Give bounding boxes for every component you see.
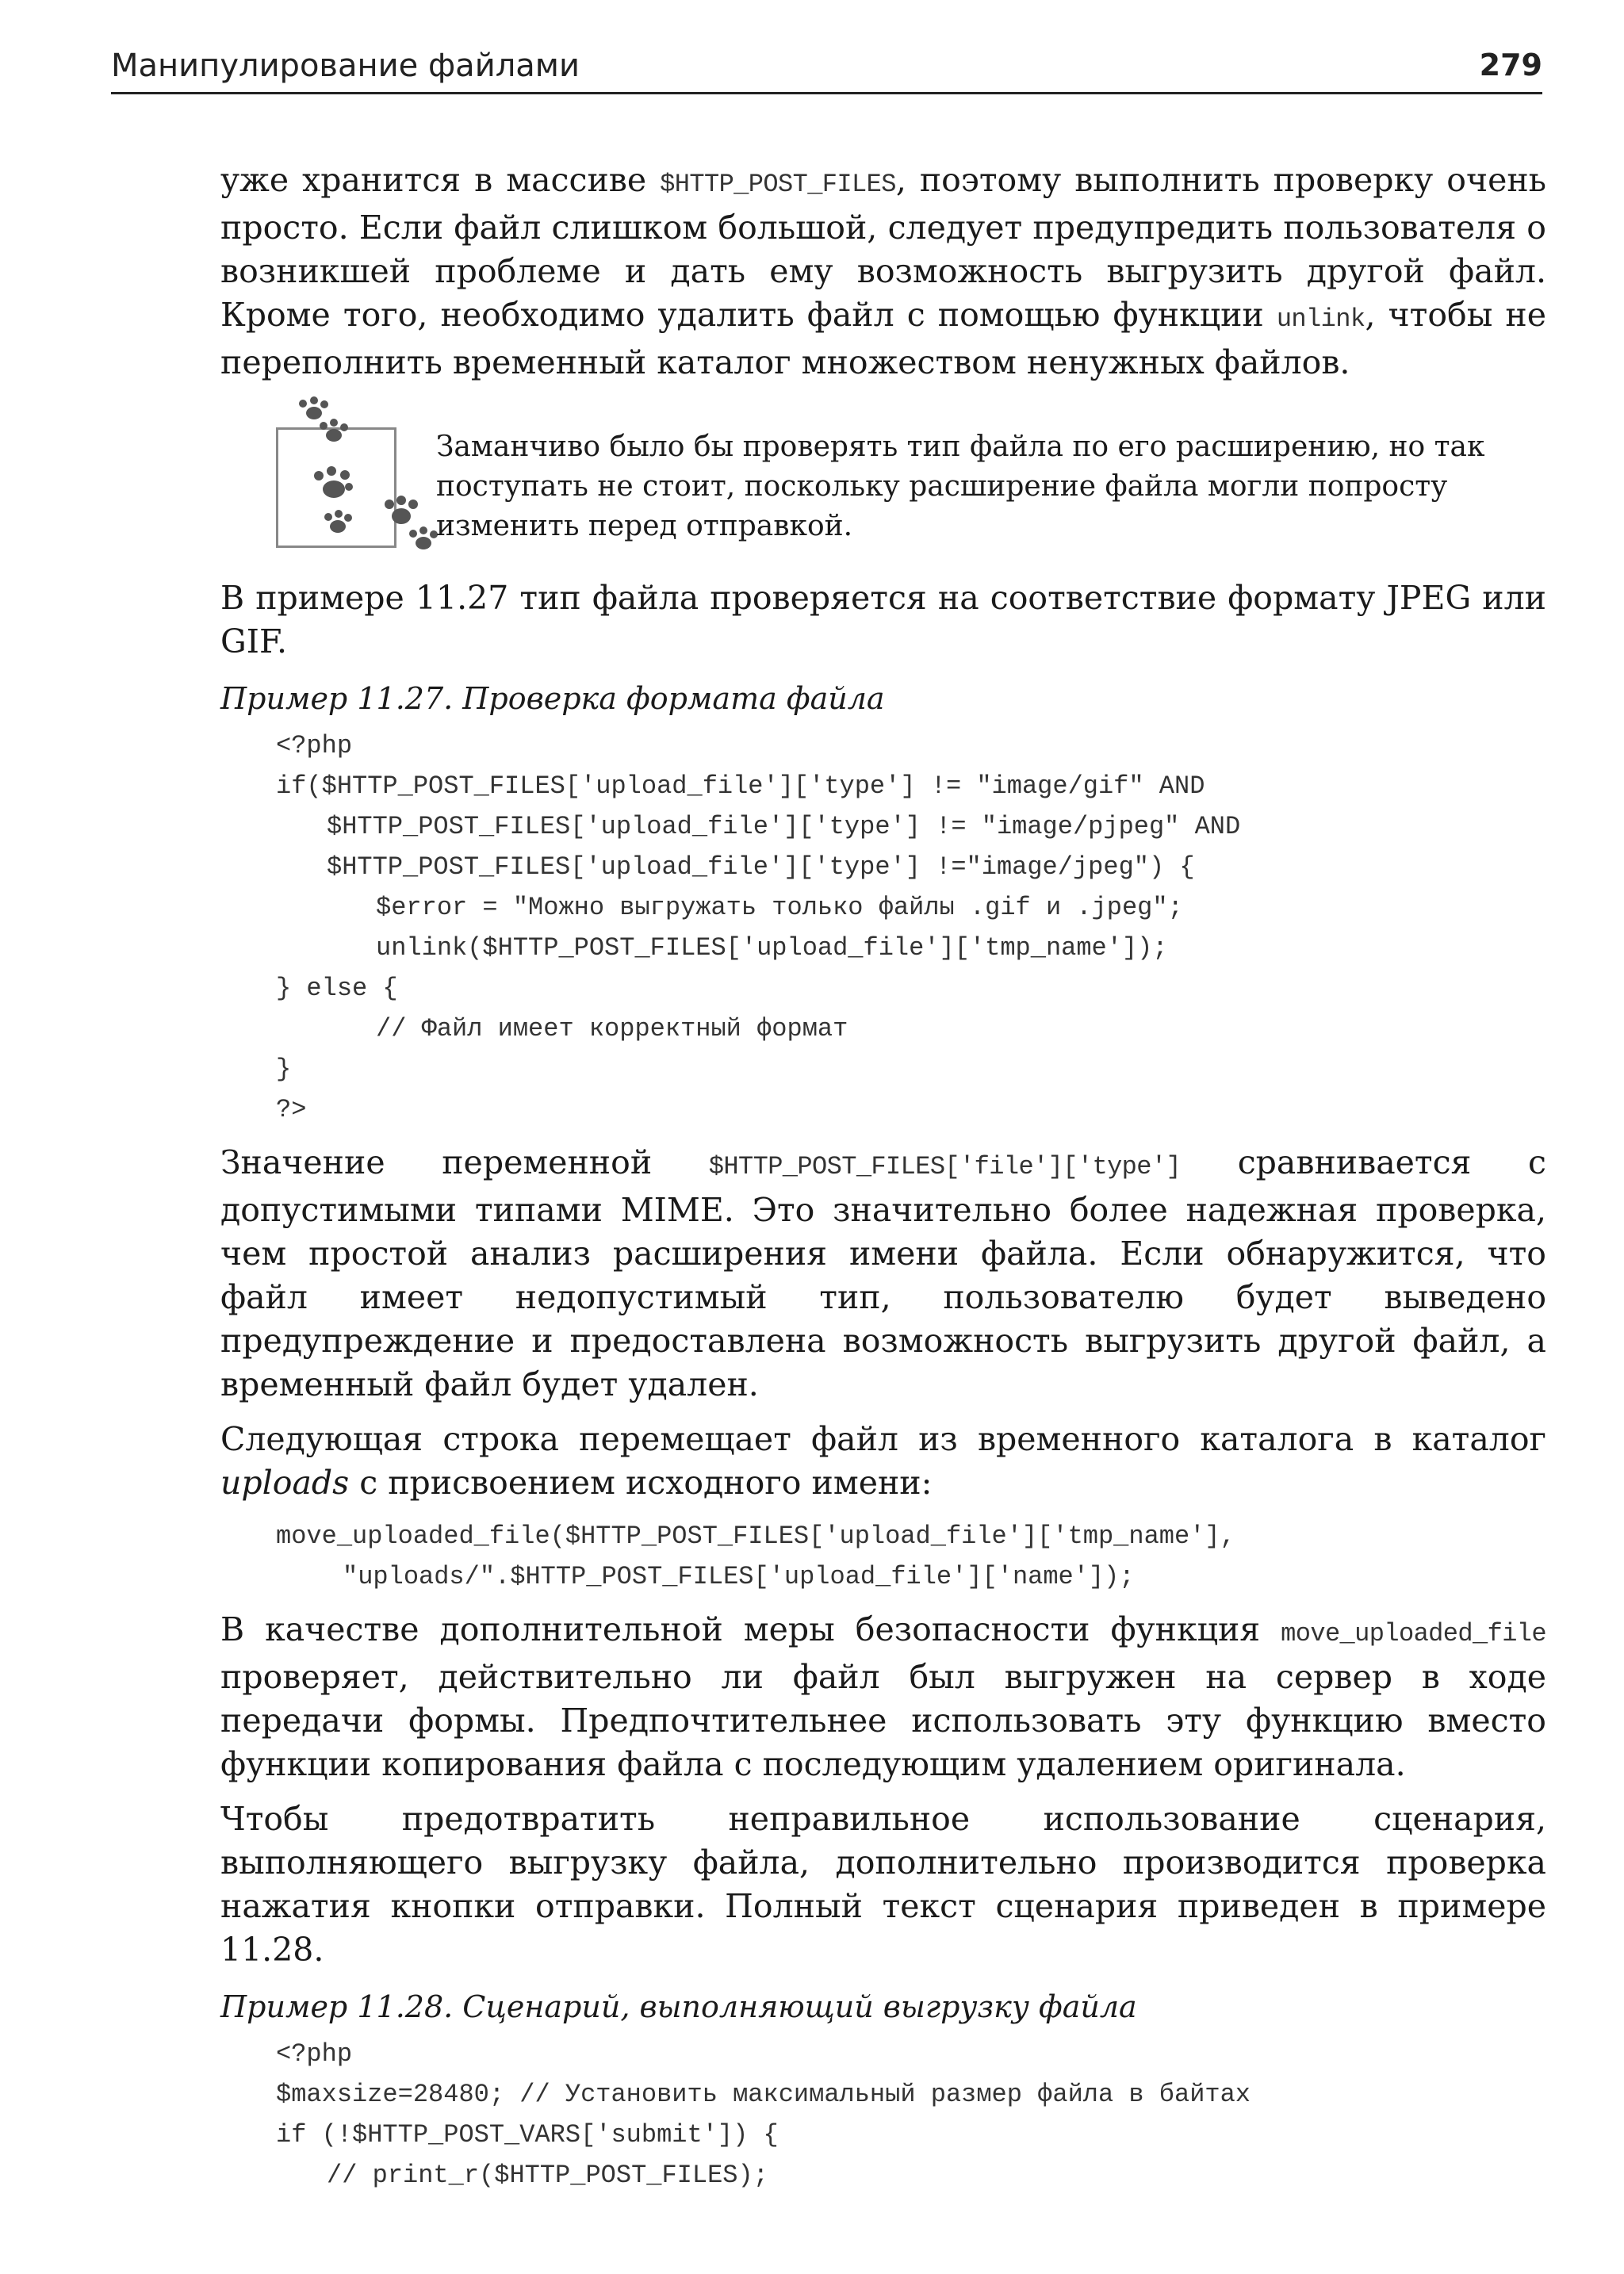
code-line: // print_r($HTTP_POST_FILES); [327,2161,768,2190]
example-caption: Пример 11.28. Сценарий, выполняющий выгрузку файла [220,1989,1137,2024]
code-line: ?> [276,1095,307,1124]
code-line: <?php [276,731,353,760]
code-line: $HTTP_POST_FILES['upload_file']['type'] !="image/jpeg") { [327,852,1195,882]
code-block [276,1516,1546,1597]
inline-code: move_uploaded_file [1281,1619,1546,1648]
paragraph-4: Следующая строка перемещает файл из временного каталога в каталог uploads с присвоением исходного имени: [220,1420,1546,1502]
paragraph-2: В примере 11.27 тип файла проверяется на соответствие формату JPEG или GIF. [220,579,1546,660]
code-line: // Файл имеет корректный формат [376,1014,848,1043]
code-block [276,2034,1546,2196]
code-line: } else { [276,974,398,1003]
paragraph-3: Значение переменной $HTTP_POST_FILES['file']['type'] сравнивается с допустимыми типами MIME. Это значительно более надежная проверка, чем простой анализ расширения имени файла. Если обнаружится, что файл имеет недопустимый тип, пользователю будет выведено предупреждение и предоставлена возможность выгрузить другой файл, а временный файл будет удален. [220,1143,1546,1403]
running-header [111,44,1542,94]
inline-code: unlink [1276,304,1365,334]
code-line: "uploads/".$HTTP_POST_FILES['upload_file']['name']); [343,1562,1135,1591]
code-line: if($HTTP_POST_FILES['upload_file']['type'] != "image/gif" AND [276,771,1205,801]
note-text: Заманчиво было бы проверять тип файла по его расширению, но так поступать не стоит, поскольку расширение файла могли попросту изменить перед отправкой. [436,431,1485,542]
page-body [220,159,1546,2207]
code-block [276,725,1546,1130]
page-number: 279 [1479,48,1542,82]
chapter-title: Манипулирование файлами [111,48,580,84]
code-line: } [276,1055,292,1084]
code-line: <?php [276,2039,353,2069]
code-line: $maxsize=28480; // Установить максимальный размер файла в байтах [276,2080,1251,2109]
paragraph-5: В качестве дополнительной меры безопасности функция move_uploaded_file проверяет, действительно ли файл был выгружен на сервер в ходе передачи формы. Предпочтительнее использовать эту функцию вместо функции копирования файла с последующим удалением оригинала. [220,1610,1546,1783]
code-line: $error = "Можно выгружать только файлы .gif и .jpeg"; [376,893,1183,922]
paragraph-1: уже хранится в массиве $HTTP_POST_FILES, поэтому выполнить проверку очень просто. Если файл слишком большой, следует предупредить пользователя о возникшей проблеме и дать ему возможность выгрузить другой файл. Кроме того, необходимо удалить файл с помощью функции unlink, чтобы не переполнить временный каталог множеством ненужных файлов. [220,161,1547,381]
paw-prints-icon [220,396,458,562]
tip-note [220,396,1546,562]
paragraph-6: Чтобы предотвратить неправильное использование сценария, выполняющего выгрузку файла, дополнительно производится проверка нажатия кнопки отправки. Полный текст сценария приведен в примере 11.28. [220,1800,1546,1969]
italic-term: uploads [220,1464,350,1502]
code-line: move_uploaded_file($HTTP_POST_FILES['upload_file']['tmp_name'], [276,1522,1235,1551]
code-line: if (!$HTTP_POST_VARS['submit']) { [276,2120,779,2150]
example-caption: Пример 11.27. Проверка формата файла [220,681,885,716]
inline-code: $HTTP_POST_FILES['file']['type'] [708,1152,1182,1181]
code-line: unlink($HTTP_POST_FILES['upload_file']['tmp_name']); [376,933,1168,963]
code-line: $HTTP_POST_FILES['upload_file']['type'] != "image/pjpeg" AND [327,812,1241,841]
inline-code: $HTTP_POST_FILES [660,170,896,199]
